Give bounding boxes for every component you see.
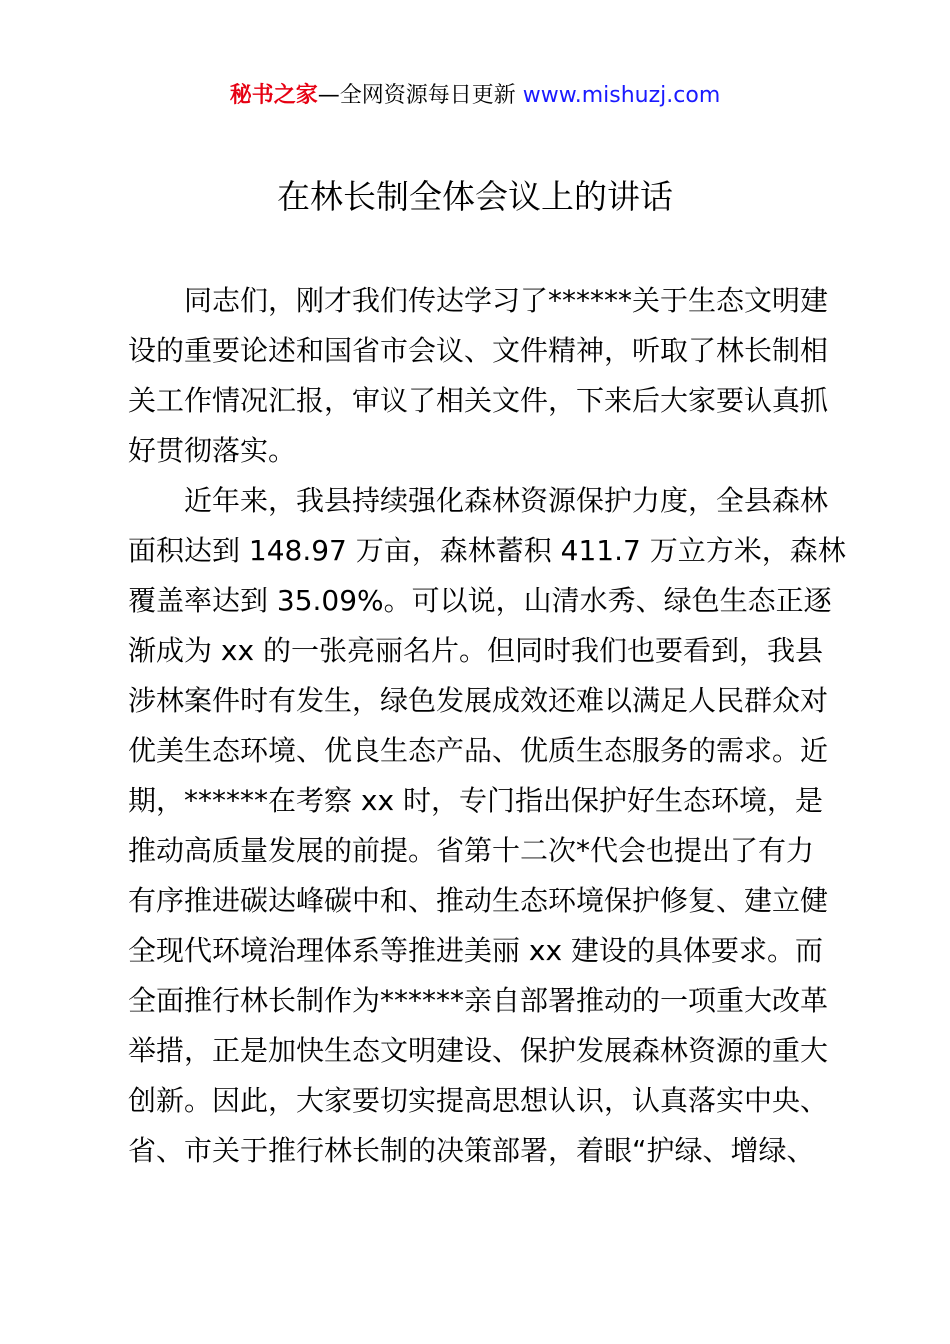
text-line: 好贯彻落实。 [128, 434, 297, 467]
site-tagline: —全网资源每日更新 [317, 83, 516, 108]
paragraph-2 [128, 476, 852, 1176]
text-line: 关工作情况汇报，审议了相关文件，下来后大家要认真抓 [128, 384, 829, 417]
text-line: 有序推进碳达峰碳中和、推动生态环境保护修复、建立健 [128, 884, 829, 917]
text-line: 涉林案件时有发生，绿色发展成效还难以满足人民群众对 [128, 684, 829, 717]
site-header [0, 80, 950, 112]
text-line: 渐成为 xx 的一张亮丽名片。但同时我们也要看到，我县 [128, 634, 823, 667]
text-line: 优美生态环境、优良生态产品、优质生态服务的需求。近 [128, 734, 829, 767]
paragraph-1 [128, 276, 852, 476]
text-line: 设的重要论述和国省市会议、文件精神，听取了林长制相 [128, 334, 829, 367]
text-line: 面积达到 148.97 万亩，森林蓄积 411.7 万立方米，森林 [128, 534, 846, 567]
text-line: 举措，正是加快生态文明建设、保护发展森林资源的重大 [128, 1034, 829, 1067]
text-line: 全现代环境治理体系等推进美丽 xx 建设的具体要求。而 [128, 934, 823, 967]
site-brand: 秘书之家 [229, 83, 318, 108]
text-line: 覆盖率达到 35.09%。可以说，山清水秀、绿色生态正逐 [128, 584, 832, 617]
text-line: 推动高质量发展的前提。省第十二次*代会也提出了有力 [128, 834, 815, 867]
text-line: 同志们，刚才我们传达学习了******关于生态文明建 [184, 284, 829, 317]
site-url-link[interactable]: www.mishuzj.com [522, 83, 721, 108]
text-line: 全面推行林长制作为******亲自部署推动的一项重大改革 [128, 984, 829, 1017]
document-body [128, 276, 852, 1176]
text-line: 期，******在考察 xx 时，专门指出保护好生态环境，是 [128, 784, 823, 817]
text-line: 省、市关于推行林长制的决策部署，着眼“护绿、增绿、 [128, 1134, 815, 1167]
document-title: 在林长制全体会议上的讲话 [277, 177, 673, 216]
text-line: 近年来，我县持续强化森林资源保护力度，全县森林 [184, 484, 829, 517]
text-line: 创新。因此，大家要切实提高思想认识，认真落实中央、 [128, 1084, 829, 1117]
